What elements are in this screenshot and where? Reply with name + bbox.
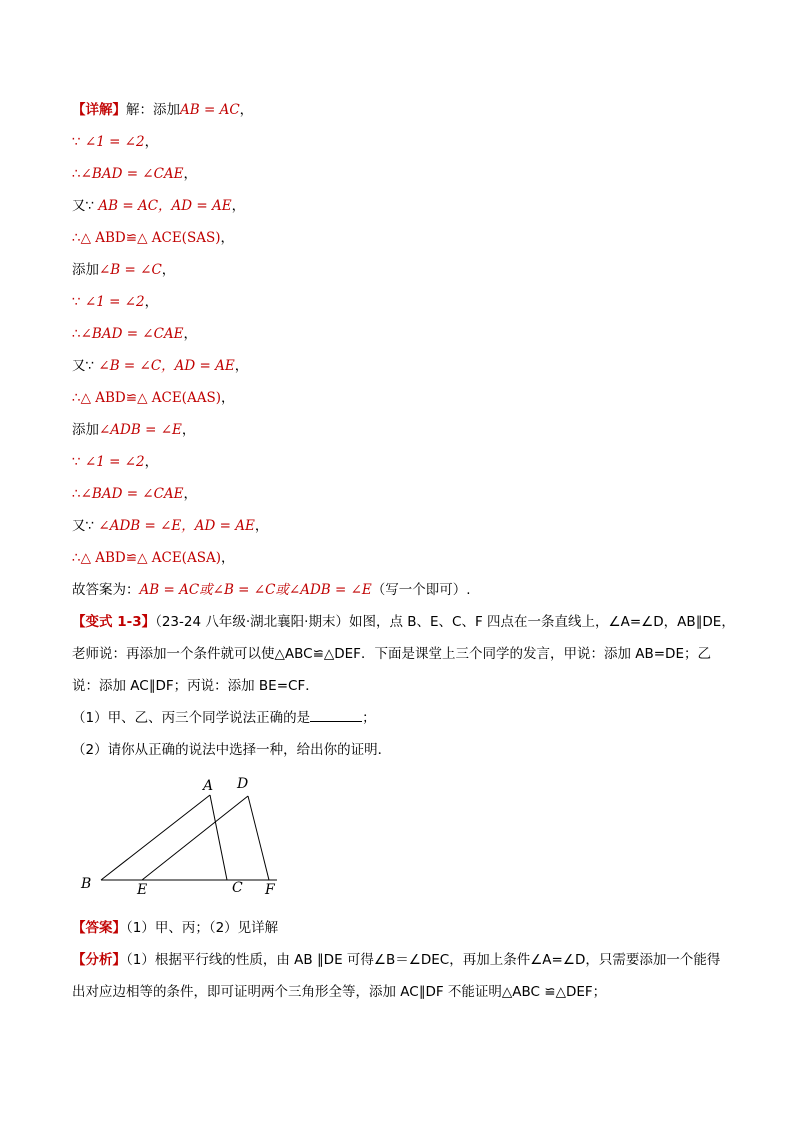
proof-math: ∠1 = ∠2 <box>84 134 145 150</box>
label-a: A <box>203 778 214 794</box>
variant-header: 【变式 1-3】 <box>72 614 156 630</box>
analysis-text-1: （1）根据平行线的性质，由 AB ∥DE 可得∠B＝∠DEC，再加上条件∠A=∠D，只需要添加一个能得 <box>126 952 721 968</box>
question-1-end: ； <box>362 710 376 726</box>
proof-suffix: ， <box>234 358 249 374</box>
proof-line <box>72 452 158 472</box>
question-1-text: （1）甲、乙、丙三个同学说法正确的是 <box>72 710 311 726</box>
proof-prefix: ∴ <box>72 550 81 566</box>
answer-blank <box>310 708 362 722</box>
proof-prefix: ∵ <box>72 294 85 310</box>
proof-line <box>72 420 195 440</box>
proof-math: ∠BAD = ∠CAE <box>80 166 184 182</box>
proof-prefix: ∴ <box>72 230 81 246</box>
line-ba <box>101 795 210 880</box>
detail-comma: ， <box>239 102 254 118</box>
proof-math: ∠B = ∠C <box>99 262 162 278</box>
detail-answer-line <box>72 580 471 600</box>
proof-prefix: ∵ <box>72 454 85 470</box>
proof-suffix: ， <box>231 198 246 214</box>
proof-prefix: 添加 <box>72 422 99 438</box>
question-2 <box>72 740 391 760</box>
analysis-line-2 <box>72 982 606 1002</box>
line-df <box>248 796 269 880</box>
proof-line <box>72 356 248 376</box>
proof-line <box>72 516 268 536</box>
proof-line <box>72 196 245 216</box>
proof-line <box>72 260 175 280</box>
answer-math: AB = AC或∠B = ∠C或∠ADB = ∠E <box>139 582 372 598</box>
proof-prefix: ∴ <box>72 326 81 342</box>
proof-suffix: ， <box>183 486 198 502</box>
label-b: B <box>81 876 92 892</box>
proof-suffix: ， <box>220 390 235 406</box>
analysis-text-2: 出对应边相等的条件，即可证明两个三角形全等，添加 AC∥DF 不能证明△ABC ≌△DEF； <box>72 984 607 1000</box>
detail-condition-1: AB = AC <box>180 102 240 118</box>
variant-line-2 <box>72 644 711 664</box>
proof-math: ∠ADB = ∠E <box>99 422 182 438</box>
proof-math: AB = AC，AD = AE <box>98 198 232 214</box>
answer-header: 【答案】 <box>72 920 126 936</box>
answer-text: （1）甲、丙；（2）见详解 <box>126 920 279 936</box>
proof-line <box>72 548 234 568</box>
proof-math: ∠ADB = ∠E，AD = AE <box>98 518 255 534</box>
answer-line <box>72 918 278 938</box>
proof-suffix: ， <box>144 134 159 150</box>
question-2-text: （2）请你从正确的说法中选择一种，给出你的证明． <box>72 742 392 758</box>
variant-text-1: （23-24 八年级·湖北襄阳·期末）如图，点 B、E、C、F 四点在一条直线上，∠A=∠D，AB∥DE， <box>155 614 735 630</box>
proof-suffix: ， <box>220 550 235 566</box>
proof-suffix: ， <box>183 166 198 182</box>
proof-math: ∠BAD = ∠CAE <box>80 486 184 502</box>
detail-header: 【详解】 <box>72 102 126 118</box>
variant-line-1 <box>72 612 735 632</box>
proof-suffix: ， <box>254 518 269 534</box>
geometry-figure <box>72 770 302 900</box>
detail-first-line <box>72 100 253 120</box>
proof-line <box>72 484 197 504</box>
proof-prefix: 又∵ <box>72 198 99 214</box>
variant-line-3 <box>72 676 319 696</box>
proof-suffix: ， <box>183 326 198 342</box>
proof-suffix: ， <box>181 422 196 438</box>
proof-suffix: ， <box>144 294 159 310</box>
label-e: E <box>137 882 148 898</box>
proof-math: △ ABD≌△ ACE(ASA) <box>80 550 221 566</box>
proof-suffix: ， <box>220 230 234 246</box>
proof-math: ∠B = ∠C，AD = AE <box>98 358 235 374</box>
proof-prefix: ∵ <box>72 134 85 150</box>
proof-line <box>72 292 158 312</box>
label-f: F <box>265 882 275 898</box>
proof-suffix: ， <box>161 262 176 278</box>
proof-prefix: 又∵ <box>72 358 99 374</box>
label-c: C <box>232 880 243 896</box>
answer-suffix: （写一个即可）. <box>371 582 471 598</box>
analysis-line-1 <box>72 950 720 970</box>
question-1 <box>72 708 376 728</box>
label-d: D <box>237 776 249 792</box>
answer-prefix: 故答案为： <box>72 582 140 598</box>
variant-text-3: 说：添加 AC∥DF；丙说：添加 BE=CF． <box>72 678 319 694</box>
analysis-header: 【分析】 <box>72 952 126 968</box>
proof-prefix: 又∵ <box>72 518 99 534</box>
proof-prefix: ∴ <box>72 390 81 406</box>
proof-line <box>72 388 234 408</box>
line-ac <box>210 795 227 880</box>
proof-line <box>72 132 158 152</box>
proof-math: ∠BAD = ∠CAE <box>80 326 184 342</box>
proof-math: ∠1 = ∠2 <box>84 454 145 470</box>
proof-prefix: ∴ <box>72 486 81 502</box>
line-ed <box>142 796 248 880</box>
proof-math: △ ABD≌△ ACE(AAS) <box>80 390 221 406</box>
proof-prefix: 添加 <box>72 262 99 278</box>
proof-line <box>72 164 197 184</box>
proof-math: ∠1 = ∠2 <box>84 294 145 310</box>
variant-text-2: 老师说：再添加一个条件就可以使△ABC≌△DEF．下面是课堂上三个同学的发言，甲说：添加 AB=DE；乙 <box>72 646 711 662</box>
proof-math: △ ABD≌△ ACE(SAS) <box>80 230 221 246</box>
detail-intro: 解：添加 <box>126 102 180 118</box>
proof-suffix: ， <box>144 454 159 470</box>
proof-prefix: ∴ <box>72 166 81 182</box>
proof-line <box>72 228 234 248</box>
proof-line <box>72 324 197 344</box>
